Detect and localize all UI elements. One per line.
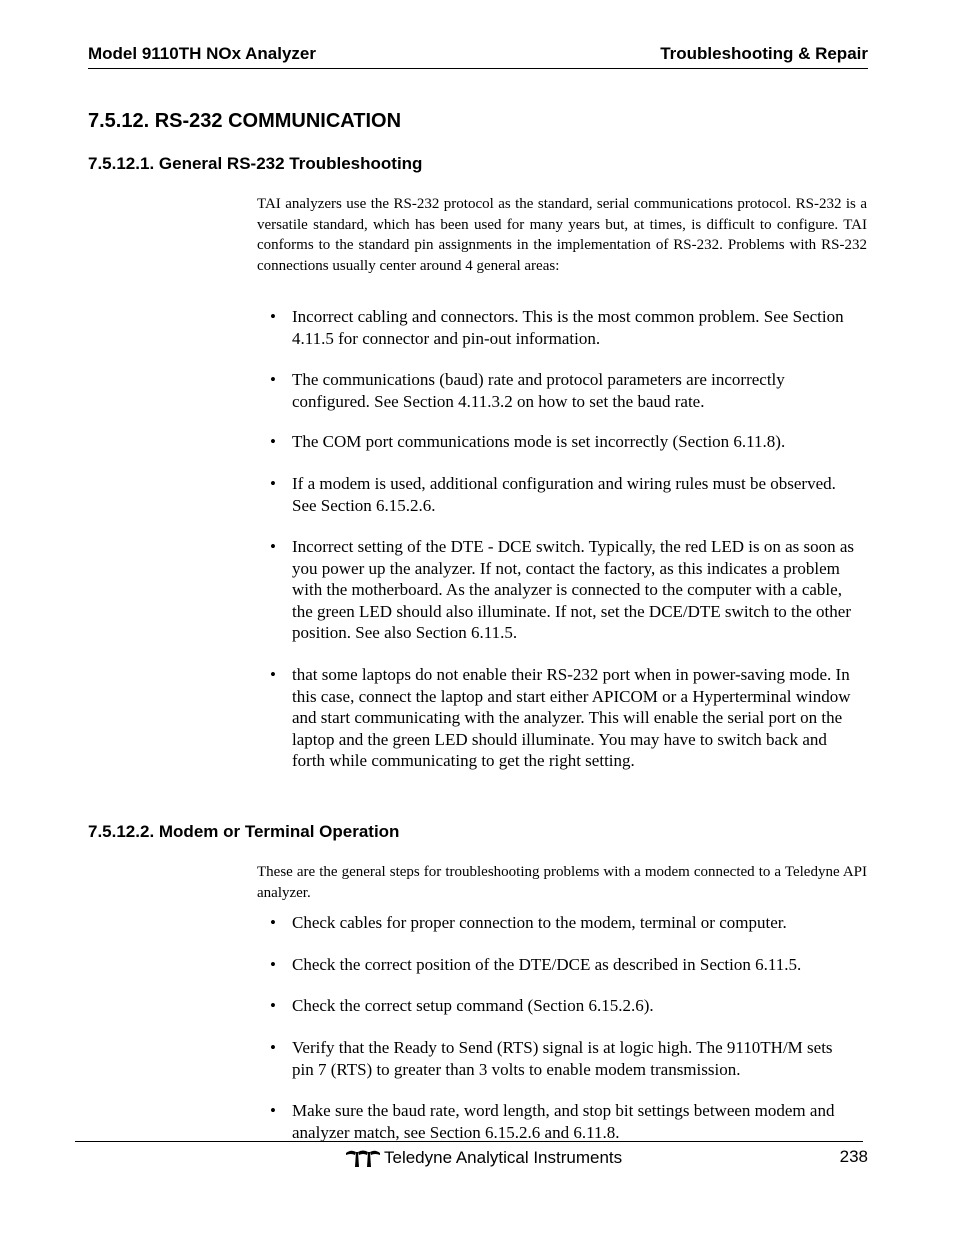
bullet-icon: • [270, 913, 276, 932]
list-item-text: that some laptops do not enable their RS-232 port when in power-saving mode. In this case, connect the laptop and start either APICOM or a Hyperterminal window and start communicating with the analyzer. This will enable the serial port on the laptop and the green LED should illuminate. You may have to switch back and forth while communicating to get the right setting. [292, 665, 851, 770]
list-item [270, 1100, 855, 1143]
list-item [270, 1037, 855, 1080]
page-footer [88, 1147, 868, 1171]
subsection-heading-modem: 7.5.12.2. Modem or Terminal Operation [88, 822, 400, 841]
footer-brand-text: Teledyne Analytical Instruments [384, 1148, 623, 1167]
list-item [270, 431, 855, 453]
bullet-icon: • [270, 1101, 276, 1120]
bullet-icon: • [270, 955, 276, 974]
list-item-text: The communications (baud) rate and protocol parameters are incorrectly configured. See Section 4.11.3.2 on how to set the baud rate. [292, 370, 785, 411]
list-item [270, 473, 855, 516]
bullet-icon: • [270, 1038, 276, 1057]
list-item-text: Check cables for proper connection to the modem, terminal or computer. [292, 913, 787, 932]
list-item-text: If a modem is used, additional configuration and wiring rules must be observed. See Section 6.15.2.6. [292, 474, 836, 515]
list-item [270, 664, 855, 772]
page-header [88, 44, 868, 69]
list-item-text: Check the correct position of the DTE/DCE as described in Section 6.11.5. [292, 955, 802, 974]
section-heading: 7.5.12. RS-232 COMMUNICATION [88, 110, 402, 132]
footer-brand [346, 1147, 622, 1169]
modem-intro-paragraph: These are the general steps for troubleshooting problems with a modem connected to a Teledyne API analyzer. [257, 864, 867, 901]
list-item-text: Incorrect setting of the DTE - DCE switch. Typically, the red LED is on as soon as you power up the analyzer. If not, contact the factory, as this indicates a problem with the motherboard. As the analyzer is connected to the computer with a cable, the green LED should also illuminate. If not, set the DCE/DTE switch to the other position. See also Section 6.11.5. [292, 537, 855, 642]
header-model-title: Model 9110TH NOx Analyzer [88, 44, 317, 63]
header-chapter-title: Troubleshooting & Repair [660, 44, 868, 63]
list-item-text: Incorrect cabling and connectors. This is the most common problem. See Section 4.11.5 for connector and pin-out information. [292, 307, 844, 348]
bullet-icon: • [270, 432, 276, 451]
list-item-text: Make sure the baud rate, word length, and stop bit settings between modem and analyzer match, see Section 6.15.2.6 and 6.11.8. [292, 1101, 835, 1142]
teledyne-logo-icon [346, 1147, 380, 1169]
list-item [270, 954, 855, 976]
list-item [270, 306, 855, 349]
list-item-text: Verify that the Ready to Send (RTS) signal is at logic high. The 9110TH/M sets pin 7 (RTS) to greater than 3 volts to enable modem transmission. [292, 1038, 833, 1079]
subsection-heading-general: 7.5.12.1. General RS-232 Troubleshooting [88, 154, 423, 173]
bullet-icon: • [270, 665, 276, 684]
list-item [270, 912, 855, 934]
bullet-icon: • [270, 370, 276, 389]
bullet-icon: • [270, 474, 276, 493]
general-intro-paragraph: TAI analyzers use the RS-232 protocol as the standard, serial communications protocol. RS-232 is a versatile standard, which has been used for many years but, at times, is difficult to configure. TAI conforms to the standard pin assignments in the implementation of RS-232. Problems with RS-232 connections usually center around 4 general areas: [257, 196, 867, 274]
list-item [270, 536, 855, 644]
bullet-icon: • [270, 537, 276, 556]
page-number: 238 [839, 1147, 868, 1166]
list-item-text: Check the correct setup command (Section 6.15.2.6). [292, 996, 654, 1015]
bullet-icon: • [270, 307, 276, 326]
list-item [270, 369, 855, 412]
list-item-text: The COM port communications mode is set incorrectly (Section 6.11.8). [292, 432, 786, 451]
footer-divider [75, 1141, 863, 1142]
bullet-icon: • [270, 996, 276, 1015]
list-item [270, 995, 855, 1017]
